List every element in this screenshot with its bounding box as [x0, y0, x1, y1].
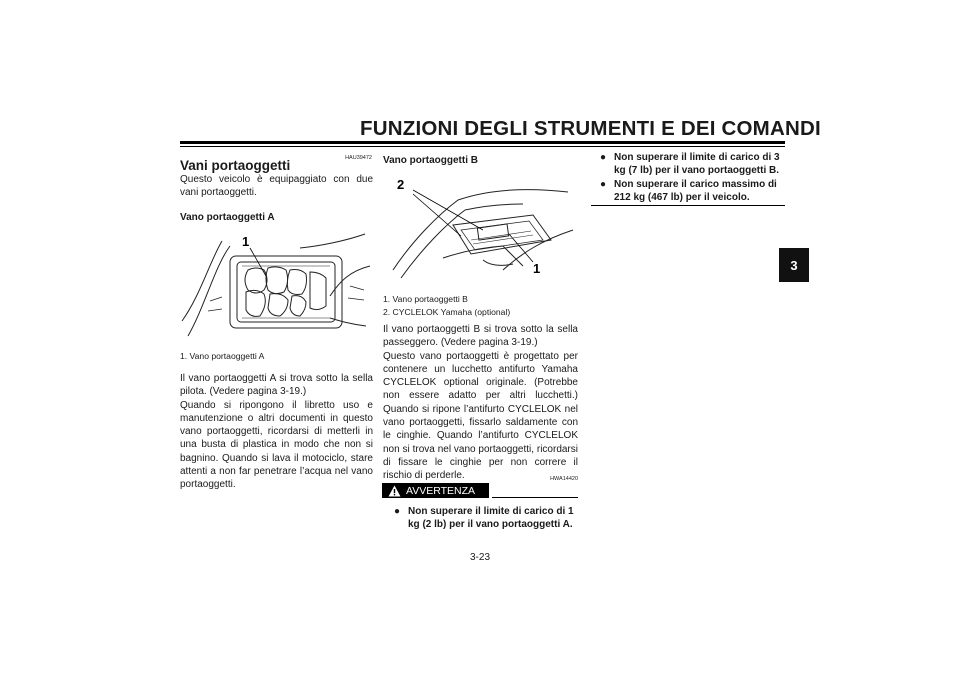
col1-body-text [180, 372, 373, 492]
header-rule-thick [180, 141, 785, 144]
header-rule-thin [180, 146, 785, 147]
figure-storage-b [383, 170, 577, 288]
warning-triangle-icon [382, 485, 406, 497]
warning-bullet [600, 151, 785, 178]
figure-b-callout-2: 2 [397, 177, 405, 192]
warning-bullet-text: Non superare il limite di carico di 3 kg (7 lb) per il vano portaoggetti B. [614, 152, 780, 177]
warning-bullet [394, 505, 578, 532]
warning-label: AVVERTENZA [406, 484, 476, 497]
bullet-dot-icon: ● [600, 179, 607, 190]
figure-storage-a [180, 226, 372, 344]
section-code: HAU39472 [345, 155, 372, 161]
figure-a-caption: 1. Vano portaoggetti A [180, 351, 265, 361]
col2-paragraph: Il vano portaoggetti B si trova sotto la sella passeggero. (Vedere pagina 3-19.) [383, 324, 578, 349]
figure-a-callout: 1 [242, 234, 250, 249]
warning-bullet-text: Non superare il limite di carico di 1 kg (2 lb) per il vano portaoggetti A. [408, 506, 574, 531]
warning-bullet [600, 178, 785, 205]
chapter-tab[interactable]: 3 [779, 248, 809, 282]
bullet-dot-icon: ● [394, 506, 401, 517]
col1-paragraph: Quando si ripongono il libretto uso e manutenzione o altri documenti in questo vano portaoggetti, ricordarsi di metterli in una busta di plastica in modo che non si bagnino. Quando si lava il motociclo, stare attenti a non far penetrare l’acqua nel vano portaoggetti. [180, 399, 373, 491]
col1-paragraph: Il vano portaoggetti A si trova sotto la sella pilota. (Vedere pagina 3-19.) [180, 373, 373, 398]
subsection-title-a: Vano portaoggetti A [180, 212, 275, 223]
bullet-dot-icon: ● [600, 152, 607, 163]
section-intro: Questo veicolo è equipaggiato con due vani portaoggetti. [180, 174, 373, 199]
warning-rule [492, 497, 578, 498]
col2-paragraph: Questo vano portaoggetti è progettato per contenere un lucchetto antifurto Yamaha CYCLELOK optional originale. (Potrebbe non essere adatto per altri lucchetti.) Quando si ripone l’antifurto CYCLELOK nel vano portaoggetti, fissarlo saldamente con le cinghie. Quando l’antifurto CYCLELOK non si trova nel vano portaoggetti, ricordarsi di fissare le cinghie per non correre il rischio di perderle. [383, 350, 578, 482]
warning-bullet-text: Non superare il carico massimo di 212 kg (467 lb) per il veicolo. [614, 179, 777, 204]
page-number: 3-23 [469, 552, 490, 563]
warning-end-rule [591, 205, 785, 206]
section-title: Vani portaoggetti [180, 158, 291, 173]
warning-code: HWA14420 [550, 476, 578, 482]
col2-body-text [383, 323, 578, 483]
figure-b-caption-1: 1. Vano portaoggetti B [383, 294, 468, 304]
subsection-title-b: Vano portaoggetti B [383, 155, 478, 166]
figure-b-callout-1: 1 [533, 261, 541, 276]
page-header-title: FUNZIONI DEGLI STRUMENTI E DEI COMANDI [360, 117, 821, 140]
figure-b-caption-2: 2. CYCLELOK Yamaha (optional) [383, 307, 511, 317]
warning-badge [382, 483, 489, 498]
